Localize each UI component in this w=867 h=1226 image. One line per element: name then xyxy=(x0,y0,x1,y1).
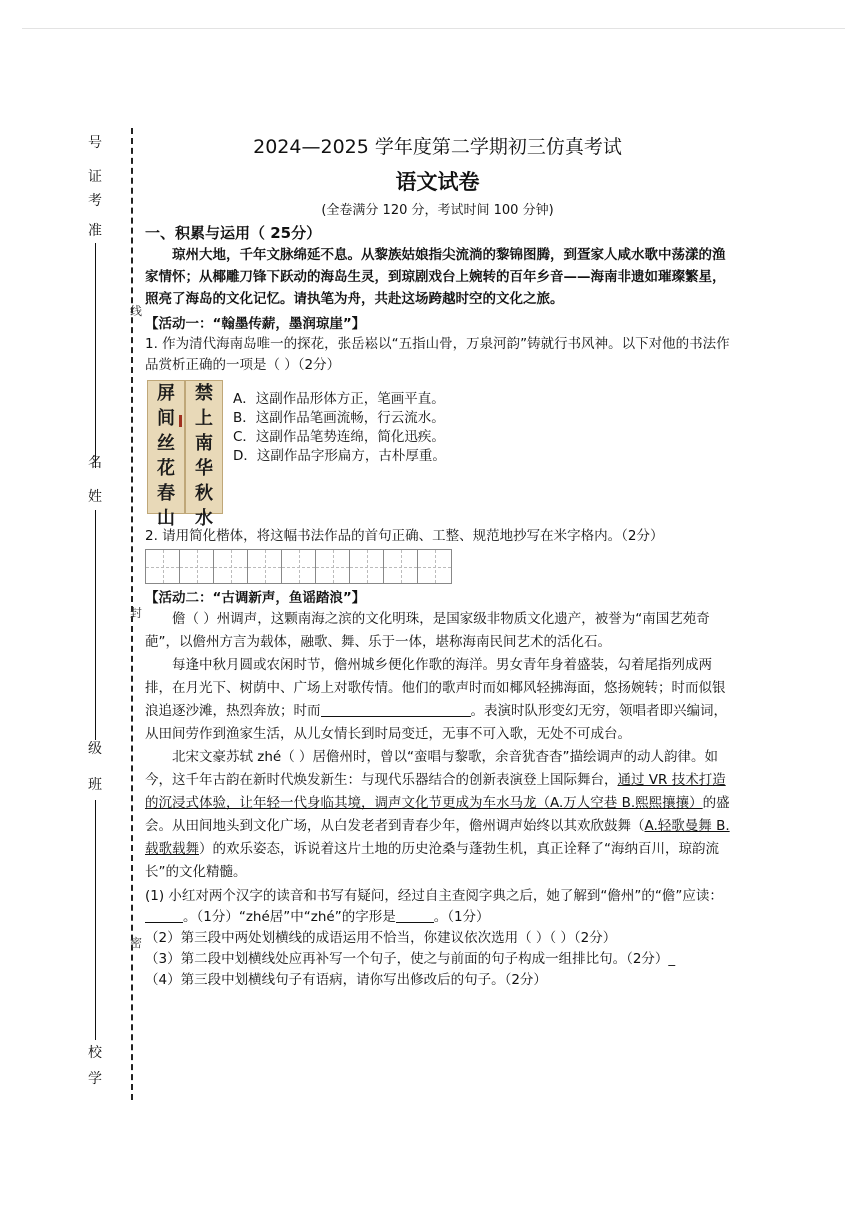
seal-mark-mi: 密 xyxy=(130,936,143,950)
grid-cell[interactable] xyxy=(213,549,248,584)
question-1-options xyxy=(233,390,446,466)
sub-question-1-text-a: (1) 小红对两个汉字的读音和书写有疑问，经过自主查阅字典之后，她了解到“儋州”的“儋”应读： xyxy=(145,888,723,904)
grid-cell[interactable] xyxy=(417,549,452,584)
calligraphy-scroll-right xyxy=(185,380,223,529)
paragraph-3-text-a: 北宋文豪苏轼 zhé（ ）居儋州时，曾以“蛮唱与黎歌，余音犹杳杳”描绘调声的动人韵律。如今，这千年古韵在新时代焕发新生：与现代乐器结合的创新表演登上国际舞台， xyxy=(145,749,719,788)
scroll-char: 春 xyxy=(157,483,175,504)
seal-mark-xian: 线 xyxy=(130,304,143,318)
calligraphy-question xyxy=(145,380,730,529)
sub-question-2: （2）第三段中两处划横线的成语运用不恰当，你建议依次选用（ ）（ ）（2分） xyxy=(145,930,617,946)
sub-question-1 xyxy=(145,886,730,928)
paragraph-2-text-b: 。表演时队形变幻无穷，领唱者即兴编词，从田间劳作到渔家生活，从儿女情长到时局变迁，无事不可入歌，无处不可成台。 xyxy=(145,703,727,742)
grid-cell[interactable] xyxy=(349,549,384,584)
grid-cell[interactable] xyxy=(247,549,282,584)
scroll-char: 华 xyxy=(195,458,213,479)
red-seal-icon xyxy=(179,415,182,427)
grid-cell[interactable] xyxy=(383,549,418,584)
character-blank[interactable] xyxy=(396,908,434,923)
exam-page xyxy=(145,134,730,991)
pinyin-blank[interactable] xyxy=(145,908,183,923)
scroll-char: 丝 xyxy=(157,433,175,454)
sub-question-1-text-b: 。（1分）“zhé居”中“zhé”的字形是 xyxy=(183,909,396,925)
scroll-char: 南 xyxy=(195,433,213,454)
side-label-zhun: 准 xyxy=(88,223,102,239)
sub-question-1-text-c: 。（1分） xyxy=(433,909,490,925)
option-a[interactable]: A．这副作品形体方正，笔画平直。 xyxy=(233,391,445,407)
grid-cell[interactable] xyxy=(179,549,214,584)
scroll-char: 禁 xyxy=(195,383,213,404)
side-label-xing: 姓 xyxy=(88,489,102,505)
grid-cell[interactable] xyxy=(145,549,180,584)
paragraph-3-text-d: ）的欢乐姿态，诉说着这片土地的历史沧桑与蓬勃生机，真正诠释了“海纳百川，琼韵流长”的文化精髓。 xyxy=(145,841,719,880)
side-label-kao: 考 xyxy=(88,193,102,209)
name-line xyxy=(95,510,96,740)
paragraph-3 xyxy=(145,746,730,884)
exam-number-line xyxy=(95,243,96,468)
side-label-xiao: 校 xyxy=(88,1045,102,1061)
exam-note: (全卷满分 120 分，考试时间 100 分钟) xyxy=(321,203,554,218)
paragraph-2 xyxy=(145,654,730,746)
scroll-char: 间 xyxy=(157,408,175,429)
seal-mark-feng: 封 xyxy=(130,606,143,620)
option-d[interactable]: D．这副作品字形扁方，古朴厚重。 xyxy=(233,448,446,464)
side-label-zheng: 证 xyxy=(88,169,102,185)
side-label-hao: 号 xyxy=(88,135,102,151)
paragraph-3-underlined-choice: A.轻歌曼舞 B.载歌载舞 xyxy=(145,818,730,857)
grid-cell[interactable] xyxy=(315,549,350,584)
grid-cell[interactable] xyxy=(281,549,316,584)
calligraphy-scroll-left xyxy=(147,380,185,529)
section1-title: 一、积累与运用（ 25分） xyxy=(145,224,322,242)
sub-question-3: （3）第二段中划横线处应再补写一个句子，使之与前面的句子构成一组排比句。（2分）_ xyxy=(145,951,676,967)
paragraph-2-text-a: 每逢中秋月圆或农闲时节，儋州城乡便化作歌的海洋。男女青年身着盛装，勾着尾指列成两排，在月光下、树荫中、广场上对歌传情。他们的歌声时而如椰风轻拂海面，悠扬婉转；时而似银浪追逐沙滩，热烈奔放；时而 xyxy=(145,657,726,719)
subject-title: 语文试卷 xyxy=(395,170,480,194)
exam-title: 2024—2025 学年度第二学期初三仿真考试 xyxy=(253,136,622,158)
scroll-char: 山 xyxy=(157,508,175,529)
side-label-ban: 班 xyxy=(88,777,102,793)
sub-question-4: （4）第三段中划横线句子有语病，请你写出修改后的句子。（2分） xyxy=(145,972,547,988)
section1-intro: 琼州大地，千年文脉绵延不息。从黎族姑娘指尖流淌的黎锦图腾，到疍家人咸水歌中荡漾的渔家情怀；从椰雕刀锋下跃动的海岛生灵，到琼剧戏台上婉转的百年乡音——海南非遗如璀璨繁星，照亮了海岛的文化记忆。请执笔为舟，共赴这场跨越时空的文化之旅。 xyxy=(145,247,726,307)
top-rule xyxy=(22,28,845,29)
activity1-title: 【活动一：“翰墨传薪，墨润琼崖”】 xyxy=(145,316,366,332)
scroll-char: 上 xyxy=(195,408,213,429)
question-2: 2. 请用简化楷体，将这幅书法作品的首句正确、工整、规范地抄写在米字格内。（2分） xyxy=(145,528,664,544)
scroll-char: 花 xyxy=(157,458,175,479)
activity2-title: 【活动二：“古调新声，鱼谣踏浪”】 xyxy=(145,590,366,606)
option-c[interactable]: C．这副作品笔势连绵，简化迅疾。 xyxy=(233,429,445,445)
paragraph-3-text-b: 的盛会。从田间地头到文化广场，从白发老者到青春少年，儋州调声始终以其欢欣鼓舞（ xyxy=(145,795,730,834)
paragraph-1: 儋（ ）州调声，这颗南海之滨的文化明珠，是国家级非物质文化遗产，被誉为“南国艺苑奇葩”，以儋州方言为载体，融歌、舞、乐于一体，堪称海南民间艺术的活化石。 xyxy=(145,611,710,650)
parallel-sentence-blank[interactable] xyxy=(321,702,471,717)
scroll-char: 秋 xyxy=(195,483,213,504)
scroll-char: 水 xyxy=(195,508,213,529)
side-label-xue: 学 xyxy=(88,1071,102,1087)
scroll-char: 屏 xyxy=(157,383,175,404)
side-label-ming: 名 xyxy=(88,455,102,471)
writing-grid xyxy=(145,549,730,584)
class-line xyxy=(95,800,96,1040)
question-1: 1. 作为清代海南岛唯一的探花，张岳崧以“五指山骨，万泉河韵”铸就行书风神。以下对他的书法作品赏析正确的一项是（ ）（2分） xyxy=(145,336,730,373)
paragraph-3-underlined-sentence: 通过 VR 技术打造的沉浸式体验，让年轻一代身临其境，调声文化节更成为车水马龙（A.万人空巷 B.熙熙攘攘） xyxy=(145,772,726,811)
option-b[interactable]: B．这副作品笔画流畅，行云流水。 xyxy=(233,410,445,426)
side-label-ji: 级 xyxy=(88,741,102,757)
